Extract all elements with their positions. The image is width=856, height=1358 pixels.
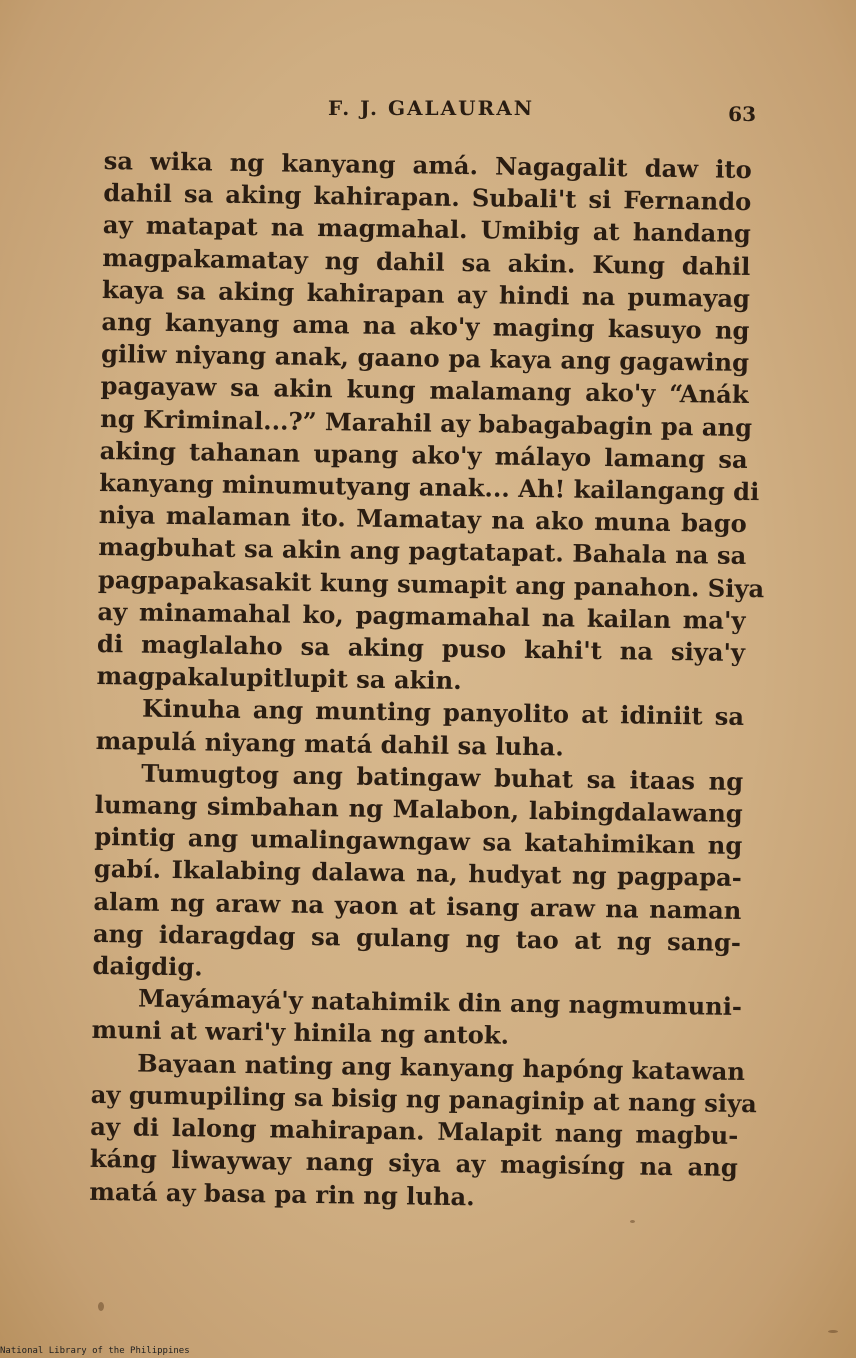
text-line: magpakamatay ng dahil sa akin. Kung dahil [102,242,751,281]
text-line: ang kanyang ama na ako'y maging kasuyo ng [101,306,750,346]
text-line: mapulá niyang matá dahil sa luha. [95,725,564,762]
paper-speck [630,1220,635,1223]
text-line: Mayámayá'y natahimik din ang nagmumuni- [137,983,743,1022]
text-line: giliw niyang anak, gaano pa kaya ang gagawing [100,339,750,378]
text-line: daigdig. [92,950,203,982]
text-line: ng Kriminal...?” Marahil ay babagabagin pa ang [99,403,753,442]
text-line: aking tahanan upang ako'y málayo lamang sa [99,435,748,474]
text-line: Tumugtog ang batingaw buhat sa itaas ng [141,758,744,796]
text-line: Bayaan nating ang kanyang hapóng katawan [136,1048,746,1086]
paper-speck [828,1330,838,1333]
text-line: niya malaman ito. Mamatay na ako muna bago [98,500,747,539]
text-line: di maglalaho sa aking puso kahi't na siya'y [96,628,746,668]
running-head-title: F. J. GALAURAN [328,96,534,120]
body-text [89,145,765,1217]
paragraph [95,692,744,765]
text-line: ay gumupiling sa bisig ng panaginip at nang siya [90,1079,758,1119]
text-line: kanyang minumutyang anak... Ah! kailangang di [99,467,760,507]
paragraph [89,1047,758,1217]
text-line: pintig ang umalingawngaw sa katahimikan ng [94,822,743,861]
text-line: gabí. Ikalabing dalawa na, hudyat ng pagpapa- [93,854,743,893]
paragraph [92,757,743,991]
text-line: magpakalupitlupit sa akin. [96,661,462,696]
text-line: sa wika ng kanyang amá. Nagagalit daw ito [103,145,752,185]
library-credit: National Library of the Philippines [0,1346,190,1356]
text-line: muni at wari'y hinila ng antok. [91,1015,510,1051]
text-line: dahil sa aking kahirapan. Subali't si Fernando [103,178,752,217]
page-number: 63 [728,102,756,126]
text-line: matá ay basa pa rin ng luha. [89,1176,475,1211]
text-line: lumang simbahan ng Malabon, labingdalawang [94,789,743,829]
text-line: ang idaragdag sa gulang ng tao at ng sang- [92,918,742,957]
paper-speck [98,1302,104,1311]
text-line: pagayaw sa akin kung malamang ako'y “Anák [100,371,749,410]
text-line: káng liwayway nang siya ay magisíng na ang [89,1144,738,1183]
text-line: pagpapakasakit kung sumapit ang panahon. Siya [97,564,765,603]
text-line: ay matapat na magmahal. Umibig at handang [102,210,752,249]
text-line: magbuhat sa akin ang pagtatapat. Bahala na sa [98,532,747,571]
paragraph [91,982,743,1055]
text-line: alam ng araw na yaon at isang araw na naman [93,886,742,925]
text-line: kaya sa aking kahirapan ay hindi na pumayag [101,274,751,313]
text-line: ay minamahal ko, pagmamahal na kailan ma'y [97,596,746,635]
paragraph [96,145,765,701]
text-line: ay di lalong mahirapan. Malapit nang magbu- [90,1111,739,1151]
text-line: Kinuha ang munting panyolito at idiniit sa [141,694,745,732]
running-header [100,96,760,132]
